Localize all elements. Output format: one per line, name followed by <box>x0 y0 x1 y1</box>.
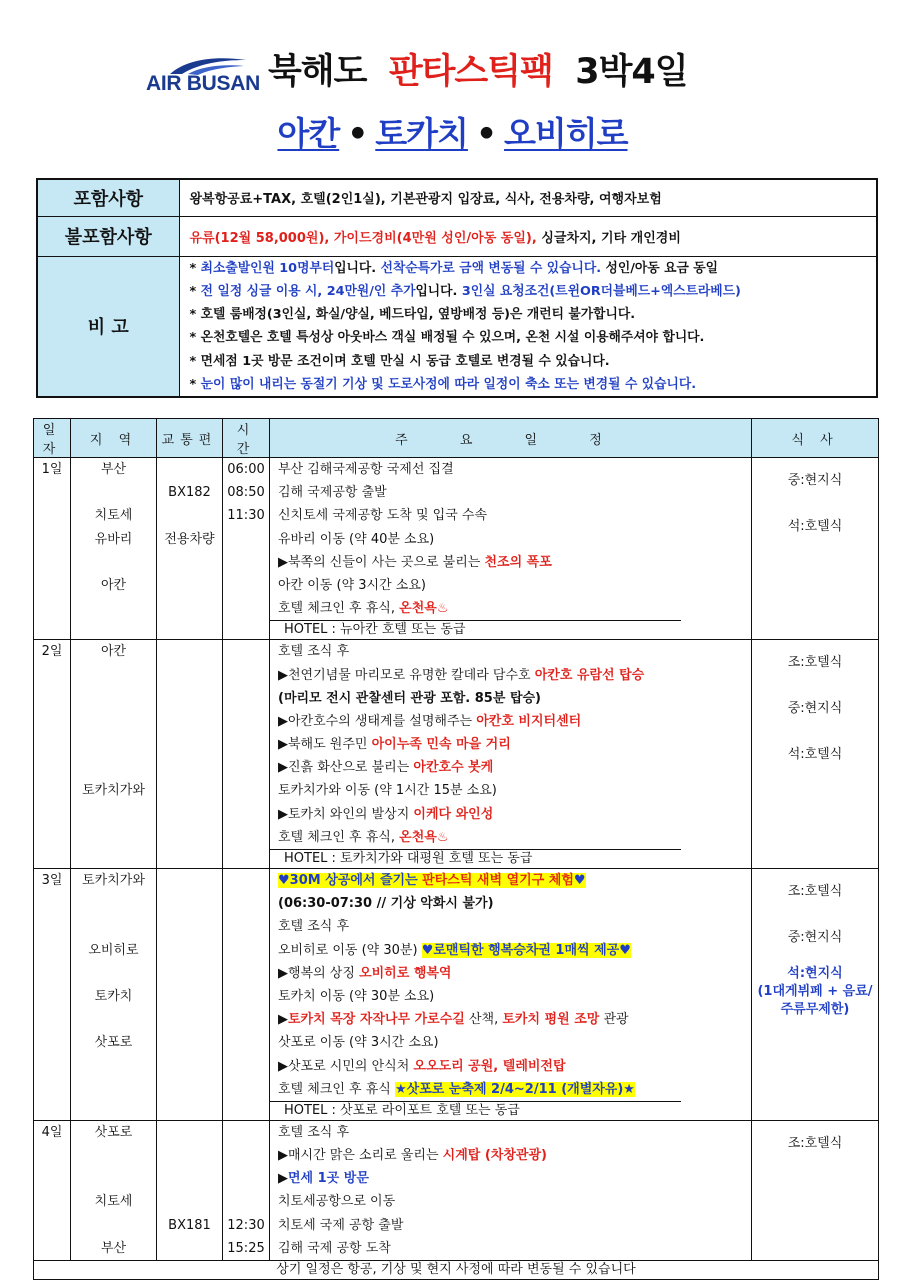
place-akan: 아칸 <box>277 114 340 153</box>
logo-text: AIR BUSAN <box>146 72 260 95</box>
excluded-value: 유류(12월 58,000원), 가이드경비(4만원 성인/아동 동일), 싱글차지, 기타 개인경비 <box>179 216 877 256</box>
schedule: 호텔 조식 후 ▶천연기념물 마리모로 유명한 칼데라 담수호 아칸호 유람선 탑승 (마리모 전시 관찰센터 관광 포함. 85분 탑승) ▶아칸호수의 생태계를 설명해주는 아칸호 비지터센터 ▶북해도 원주민 아이누족 민속 마을 거리 ▶진흙 화산으로 불리는 아칸호수 봇케 토카치가와 이동 (약 1시간 15분 소요) ▶토카치 와인의 발상지 이케다 와인성 호텔 체크인 후 휴식, 온천욕♨ HOTEL : 토카치가와 대평원 호텔 또는 동급 <box>270 640 752 869</box>
destination-list: 아칸 • 토카치 • 오비히로 <box>277 114 628 153</box>
day-label: 2일 <box>34 640 71 869</box>
regions: 부산 치토세 유바리 아칸 <box>71 458 157 640</box>
note-5: * 면세점 1곳 방문 조건이며 호텔 만실 시 동급 호텔로 변경될 수 있습니다. <box>189 353 610 369</box>
hotel-line: HOTEL : 뉴아칸 호텔 또는 동급 <box>270 620 681 639</box>
day-1-row <box>34 458 879 640</box>
schedule: 호텔 조식 후 ▶매시간 맑은 소리로 울리는 시계탑 (차창관광) ▶면세 1곳 방문 치토세공항으로 이동 치토세 국제 공항 출발 김해 국제 공항 도착 <box>270 1120 752 1260</box>
times: 12:30 15:25 <box>223 1120 270 1260</box>
day-4-row <box>34 1120 879 1260</box>
included-label: 포함사항 <box>37 179 179 216</box>
regions: 아칸 토카치가와 <box>71 640 157 869</box>
meals: 조:호텔식 <box>752 1120 879 1260</box>
regions: 삿포로 치토세 부산 <box>71 1120 157 1260</box>
day-3-row <box>34 869 879 1121</box>
schedule: ♥30M 상공에서 즐기는 판타스틱 새벽 열기구 체험♥ (06:30-07:30 // 기상 악화시 불가) 호텔 조식 후 오비히로 이동 (약 30분) ♥로맨틱한 행복승차권 1매씩 제공♥ ▶행복의 상징 오비히로 행복역 토카치 이동 (약 30분 소요) ▶토카치 목장 자작나무 가로수길 산책, 토카치 평원 조망 관광 삿포로 이동 (약 3시간 소요) ▶삿포로 시민의 안식처 오오도리 공원, 텔레비전탑 호텔 체크인 후 휴식 ★삿포로 눈축제 2/4~2/11 (개별자유)★ HOTEL : 삿포로 라이포트 호텔 또는 동급 <box>270 869 752 1121</box>
times: 06:00 08:50 11:30 <box>223 458 270 640</box>
day-label: 4일 <box>34 1120 71 1260</box>
day-label: 1일 <box>34 458 71 640</box>
place-obihiro: 오비히로 <box>504 114 628 153</box>
col-region: 지 역 <box>71 419 157 458</box>
hotel-line: HOTEL : 토카치가와 대평원 호텔 또는 동급 <box>270 849 681 868</box>
schedule: 부산 김해국제공항 국제선 집결 김해 국제공항 출발 신치토세 국제공항 도착 및 입국 수속 유바리 이동 (약 40분 소요) ▶북쪽의 신들이 사는 곳으로 불리는 천조의 폭포 아칸 이동 (약 3시간 소요) 호텔 체크인 후 휴식, 온천욕♨ HOTEL : 뉴아칸 호텔 또는 동급 <box>270 458 752 640</box>
air-busan-logo <box>146 54 260 95</box>
footer-note: 상기 일정은 항공, 기상 및 현지 사정에 따라 변동될 수 있습니다 <box>34 1261 879 1280</box>
regions: 토카치가와 오비히로 토카치 삿포로 <box>71 869 157 1121</box>
transport: BX182 전용차량 <box>157 458 223 640</box>
excluded-label: 불포함사항 <box>37 216 179 256</box>
col-meal: 식 사 <box>752 419 879 458</box>
note-3: * 호텔 룸배정(3인실, 화실/양실, 베드타입, 옆방배정 등)은 개런티 불가합니다. <box>189 307 636 323</box>
col-transport: 교통편 <box>157 419 223 458</box>
meals: 조:호텔식 중:현지식 석:현지식 (1대게뷔페 + 음료/주류무제한) <box>752 869 879 1121</box>
page-title: 북해도 판타스틱팩 3박4일 <box>268 52 688 92</box>
transport: BX181 <box>157 1120 223 1260</box>
col-time: 시 간 <box>223 419 270 458</box>
notes-list <box>179 256 877 397</box>
dinner-special: 석:현지식 (1대게뷔페 + 음료/주류무제한) <box>757 966 873 1017</box>
notes-label: 비 고 <box>37 256 179 397</box>
meals: 조:호텔식 중:현지식 석:호텔식 <box>752 640 879 869</box>
note-6: * 눈이 많이 내리는 동절기 기상 및 도로사정에 따라 일정이 축소 또는 변경될 수 있습니다. <box>189 376 697 392</box>
day-2-row <box>34 640 879 869</box>
day-label: 3일 <box>34 869 71 1121</box>
note-1: * 최소출발인원 10명부터입니다. 선착순특가로 금액 변동될 수 있습니다. 성인/아동 요금 동일 <box>189 260 719 276</box>
place-tokachi: 토카치 <box>375 114 468 153</box>
hotel-line: HOTEL : 삿포로 라이포트 호텔 또는 동급 <box>270 1101 681 1120</box>
note-4: * 온천호텔은 호텔 특성상 아웃바스 객실 배정될 수 있으며, 온천 시설 이용해주셔야 합니다. <box>189 330 705 346</box>
info-table <box>36 178 878 398</box>
col-schedule: 주 요 일 정 <box>270 419 752 458</box>
col-day: 일자 <box>34 419 71 458</box>
title-highlight: 판타스틱팩 <box>388 52 553 92</box>
meals: 중:현지식 석:호텔식 <box>752 458 879 640</box>
header <box>0 40 905 160</box>
itinerary-table <box>33 418 879 1280</box>
included-value: 왕복항공료+TAX, 호텔(2인1실), 기본관광지 입장료, 식사, 전용차량, 여행자보험 <box>179 179 877 216</box>
note-2: * 전 일정 싱글 이용 시, 24만원/인 추가입니다. 3인실 요청조건(트윈OR더블베드+엑스트라베드) <box>189 283 741 299</box>
